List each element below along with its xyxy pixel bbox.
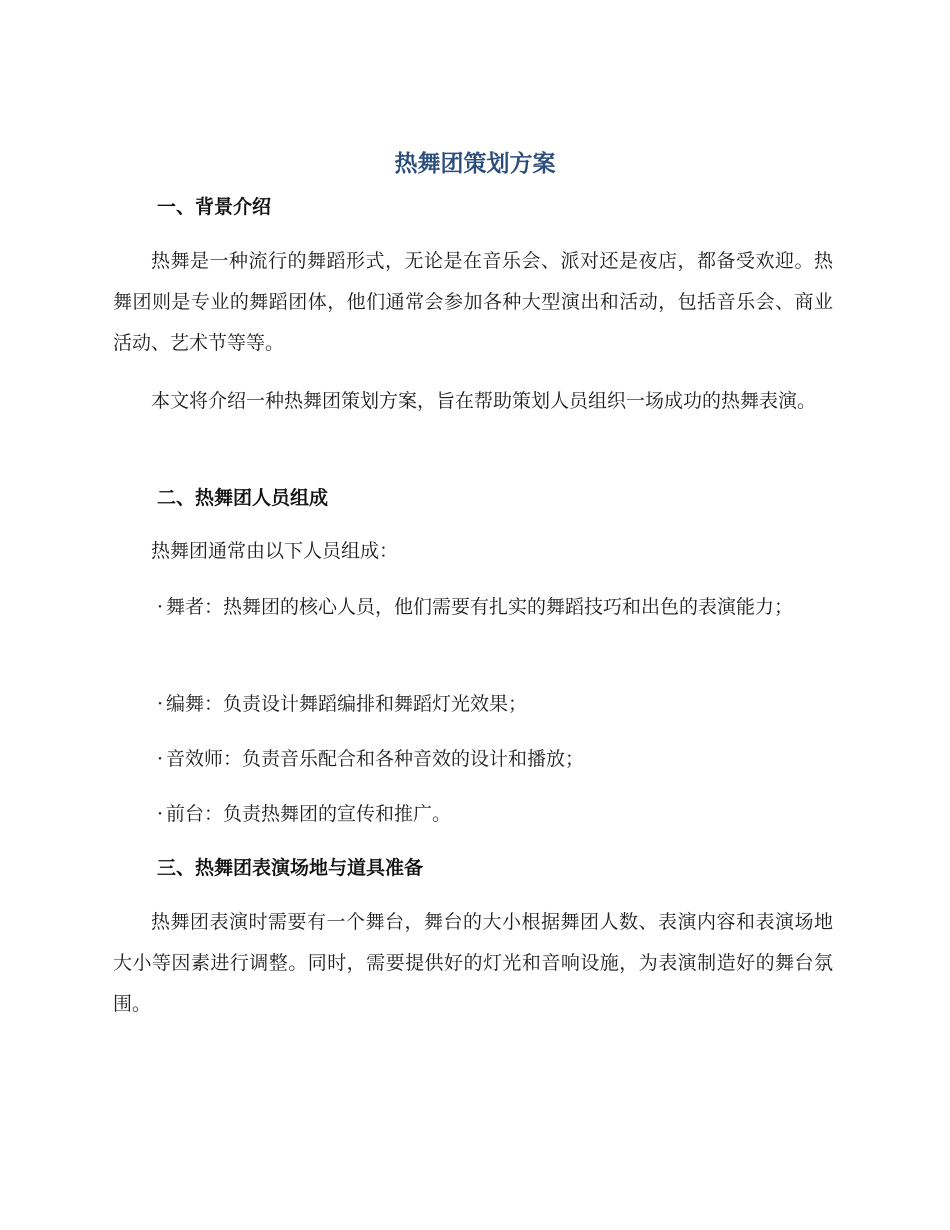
list-item-text: 舞者：热舞团的核心人员，他们需要有扎实的舞蹈技巧和出色的表演能力； [166, 596, 794, 618]
bullet-icon: · [157, 596, 164, 618]
list-item-sound-engineer [113, 739, 833, 780]
bullet-icon: · [157, 748, 164, 770]
section-heading-background: 一、背景介绍 [157, 196, 272, 218]
paragraph-venue: 热舞团表演时需要有一个舞台，舞台的大小根据舞团人数、表演内容和表演场地大小等因素进行调整。同时，需要提供好的灯光和音响设施，为表演制造好的舞台氛围。 [113, 911, 833, 1015]
list-item-dancer [113, 587, 833, 628]
bullet-icon: · [157, 693, 164, 715]
document-title: 热舞团策划方案 [394, 151, 556, 177]
paragraph-background-2: 本文将介绍一种热舞团策划方案，旨在帮助策划人员组织一场成功的热舞表演。 [151, 390, 817, 412]
list-item-choreographer [113, 684, 833, 725]
section-heading-venue: 三、热舞团表演场地与道具准备 [157, 857, 424, 879]
list-item-front-desk [113, 794, 833, 835]
list-item-text: 音效师：负责音乐配合和各种音效的设计和播放； [166, 748, 585, 770]
paragraph-members-intro: 热舞团通常由以下人员组成： [151, 540, 399, 562]
section-heading-members: 二、热舞团人员组成 [157, 487, 329, 509]
list-item-text: 前台：负责热舞团的宣传和推广。 [166, 803, 452, 825]
list-item-text: 编舞：负责设计舞蹈编排和舞蹈灯光效果； [166, 693, 528, 715]
paragraph-background-1: 热舞是一种流行的舞蹈形式，无论是在音乐会、派对还是夜店，都备受欢迎。热舞团则是专业的舞蹈团体，他们通常会参加各种大型演出和活动，包括音乐会、商业活动、艺术节等等。 [113, 250, 833, 354]
bullet-icon: · [157, 803, 164, 825]
